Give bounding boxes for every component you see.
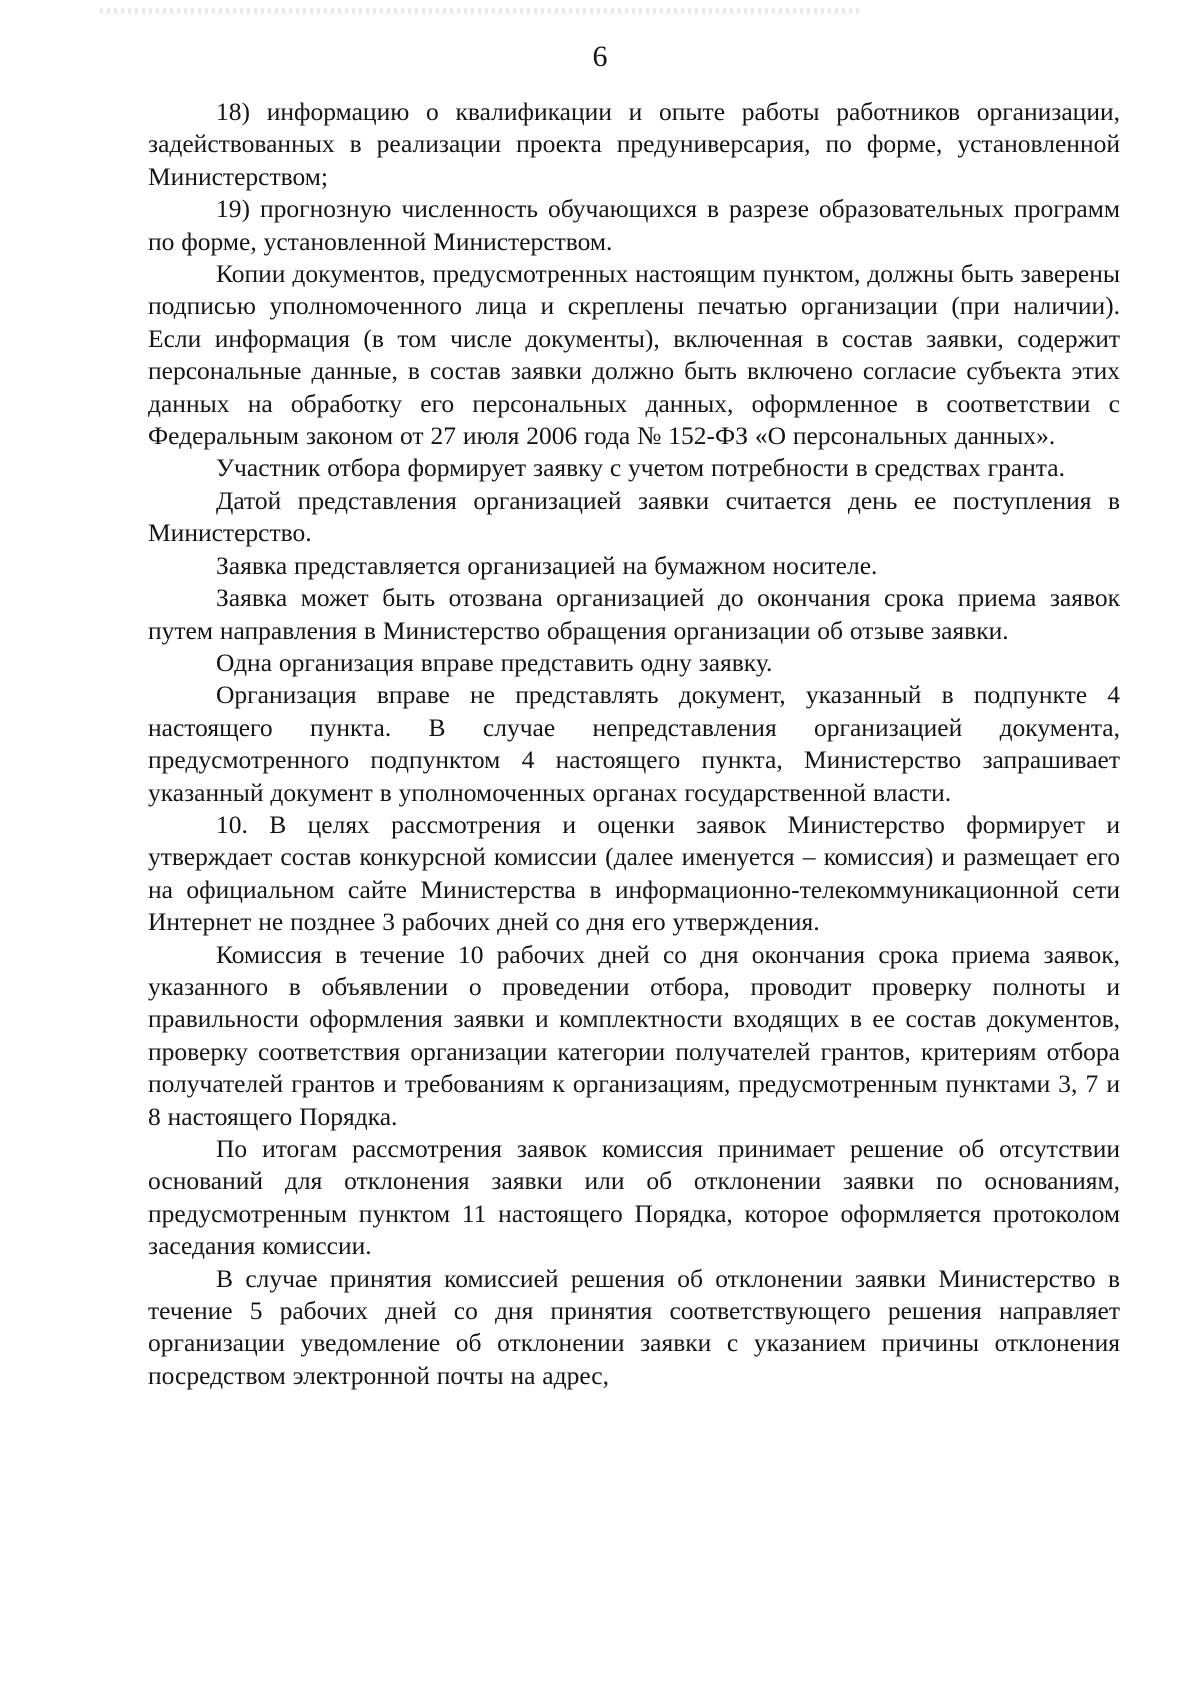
paragraph-section-10: 10. В целях рассмотрения и оценки заявок Министерство формирует и утверждает состав конкурсной комиссии (далее именуется – комиссия) и размещает его на официальном сайте Министерства в информационно-телекоммуникационной сети Интернет не позднее 3 рабочих дней со дня его утверждения. (148, 809, 1120, 937)
page-number: 6 (592, 40, 608, 73)
document-body (148, 96, 1120, 1392)
paragraph-rejection-notice: В случае принятия комиссией решения об отклонении заявки Министерство в течение 5 рабочих дней со дня принятия соответствующего решения направляет организации уведомление об отклонении заявки с указанием причины отклонения посредством электронной почты на адрес, (148, 1263, 1120, 1390)
paragraph-application-withdrawal: Заявка может быть отозвана организацией до окончания срока приема заявок путем направления в Министерство обращения организации об отзыве заявки. (148, 583, 1120, 645)
paragraph-item-19: 19) прогнозную численность обучающихся в разрезе образовательных программ по форме, установленной Министерством. (148, 194, 1120, 256)
paragraph-one-application: Одна организация вправе представить одну заявку. (216, 647, 773, 677)
scan-edge-artifact (100, 8, 860, 14)
paragraph-item-18: 18) информацию о квалификации и опыте работы работников организации, задействованных в реализации проекта предуниверсария, по форме, установленной Министерством; (148, 97, 1120, 191)
paragraph-application-formation: Участник отбора формирует заявку с учетом потребности в средствах гранта. (216, 453, 1065, 483)
paragraph-paper-submission: Заявка представляется организацией на бумажном носителе. (216, 550, 878, 580)
paragraph-submission-date: Датой представления организацией заявки считается день ее поступления в Министерство. (148, 485, 1120, 548)
paragraph-commission-review: Комиссия в течение 10 рабочих дней со дня окончания срока приема заявок, указанного в объявлении о проведении отбора, проводит проверку полноты и правильности оформления заявки и комплектности входящих в ее состав документов, проверку соответствия организации категории получателей грантов, критериям отбора получателей грантов и требованиям к организациям, предусмотренным пунктами 3, 7 и 8 настоящего Порядка. (148, 939, 1120, 1131)
paragraph-document-request: Организация вправе не представлять документ, указанный в подпункте 4 настоящего пункта. В случае непредставления организацией документа, предусмотренного подпунктом 4 настоящего пункта, Министерство запрашивает указанный документ в уполномоченных органах государственной власти. (148, 680, 1120, 807)
paragraph-copies-certification: Копии документов, предусмотренных настоящим пунктом, должны быть заверены подписью уполномоченного лица и скреплены печатью организации (при наличии). Если информация (в том числе документы), включенная в состав заявки, содержит персональные данные, в состав заявки должно быть включено согласие субъекта этих данных на обработку его персональных данных, оформленное в соответствии с Федеральным законом от 27 июля 2006 года № 152-ФЗ «О персональных данных». (148, 259, 1120, 451)
paragraph-commission-decision: По итогам рассмотрения заявок комиссия принимает решение об отсутствии оснований для отклонения заявки или об отклонении заявки по основаниям, предусмотренным пунктом 11 настоящего Порядка, которое оформляется протоколом заседания комиссии. (148, 1134, 1120, 1261)
